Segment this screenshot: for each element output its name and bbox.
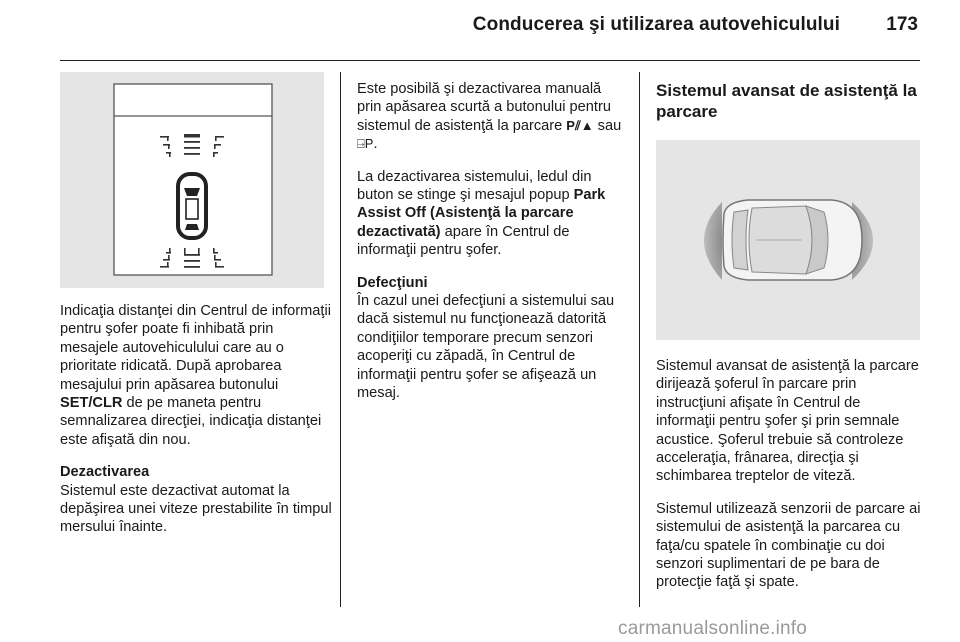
watermark: carmanualsonline.info bbox=[618, 618, 808, 639]
car-top-view-illustration bbox=[656, 140, 920, 340]
right-paragraph-2: Sistemul utilizează senzorii de parcare ai sistemului de asistenţă la parcarea cu faţa/cu spatele în combinaţie cu doi senzori suplimentari de pe bara de protecţie faţă şi spate. bbox=[656, 500, 921, 591]
text-segment: . bbox=[373, 136, 378, 153]
rear-sensor-zone bbox=[704, 202, 722, 280]
advanced-park-assist-button-icon: ⍈P bbox=[357, 136, 374, 152]
text-segment: sau bbox=[593, 117, 622, 134]
deactivation-heading: Dezactivarea bbox=[60, 464, 150, 481]
text-segment: La dezactivarea sistemului, ledul din buton se stinge şi mesajul popup bbox=[357, 168, 592, 204]
right-paragraph-1: Sistemul avansat de asistenţă la parcare dirijează şoferul în parcare prin instrucţiuni afişate în Centrul de informaţii pentru şofer şi prin semnale acustice. Şoferul trebuie să controleze acceleraţia, frânarea, direcţia şi schimbarea treptelor de viteză. bbox=[656, 358, 919, 485]
car-icon bbox=[178, 174, 206, 238]
car-icon bbox=[723, 200, 862, 280]
left-paragraph-1 bbox=[60, 302, 335, 449]
text-segment: Este posibilă şi dezactivarea manuală prin apăsarea scurtă a butonului pentru sistemul de asistenţă la parcare bbox=[357, 81, 611, 134]
fault-heading: Defecţiuni bbox=[357, 274, 428, 291]
text-segment: de pe maneta pentru semnalizarea direcţiei, indicaţia distanţei este afişată din nou. bbox=[60, 395, 322, 448]
column-divider-right bbox=[639, 72, 640, 607]
left-column bbox=[60, 302, 335, 551]
page-number: 173 bbox=[886, 14, 918, 35]
right-column bbox=[656, 357, 921, 606]
middle-column bbox=[357, 80, 627, 417]
middle-paragraph-1 bbox=[357, 80, 627, 154]
column-divider-left bbox=[340, 72, 341, 607]
text-segment: Indicaţia distanţei din Centrul de informaţii pentru şofer poate fi inhibată prin mesajele autovehiculului care au o prioritate ridicată. După aprobarea mesajului prin apăsarea butonului bbox=[60, 303, 331, 393]
parking-distance-display-illustration bbox=[60, 72, 324, 288]
middle-paragraph-2 bbox=[357, 168, 627, 260]
park-assist-button-icon: P⫽▲ bbox=[566, 117, 594, 133]
text-segment: apare în Centrul de informaţii pentru şofer. bbox=[357, 223, 570, 259]
section-title: Sistemul avansat de asistenţă la parcare bbox=[656, 81, 917, 121]
display-illustration bbox=[60, 72, 324, 288]
deactivation-text: Sistemul este dezactivat automat la depăşirea unei viteze prestabilite în timpul mersului înainte. bbox=[60, 482, 332, 536]
header-divider bbox=[60, 60, 920, 61]
button-name-set-clr: SET/CLR bbox=[60, 395, 123, 412]
page-header-title: Conducerea şi utilizarea autovehiculului bbox=[472, 14, 840, 35]
fault-text: În cazul unei defecţiuni a sistemului sau dacă sistemul nu funcţionează datorită condiţiilor temporare precum senzori acoperiţi cu zăpadă, în Centrul de informaţii pentru şofer se afişează un mesaj. bbox=[357, 293, 615, 402]
car-sensor-illustration bbox=[656, 140, 920, 340]
popup-message-name: Park Assist Off (Asistenţă la parcare dezactivată) bbox=[357, 187, 606, 240]
